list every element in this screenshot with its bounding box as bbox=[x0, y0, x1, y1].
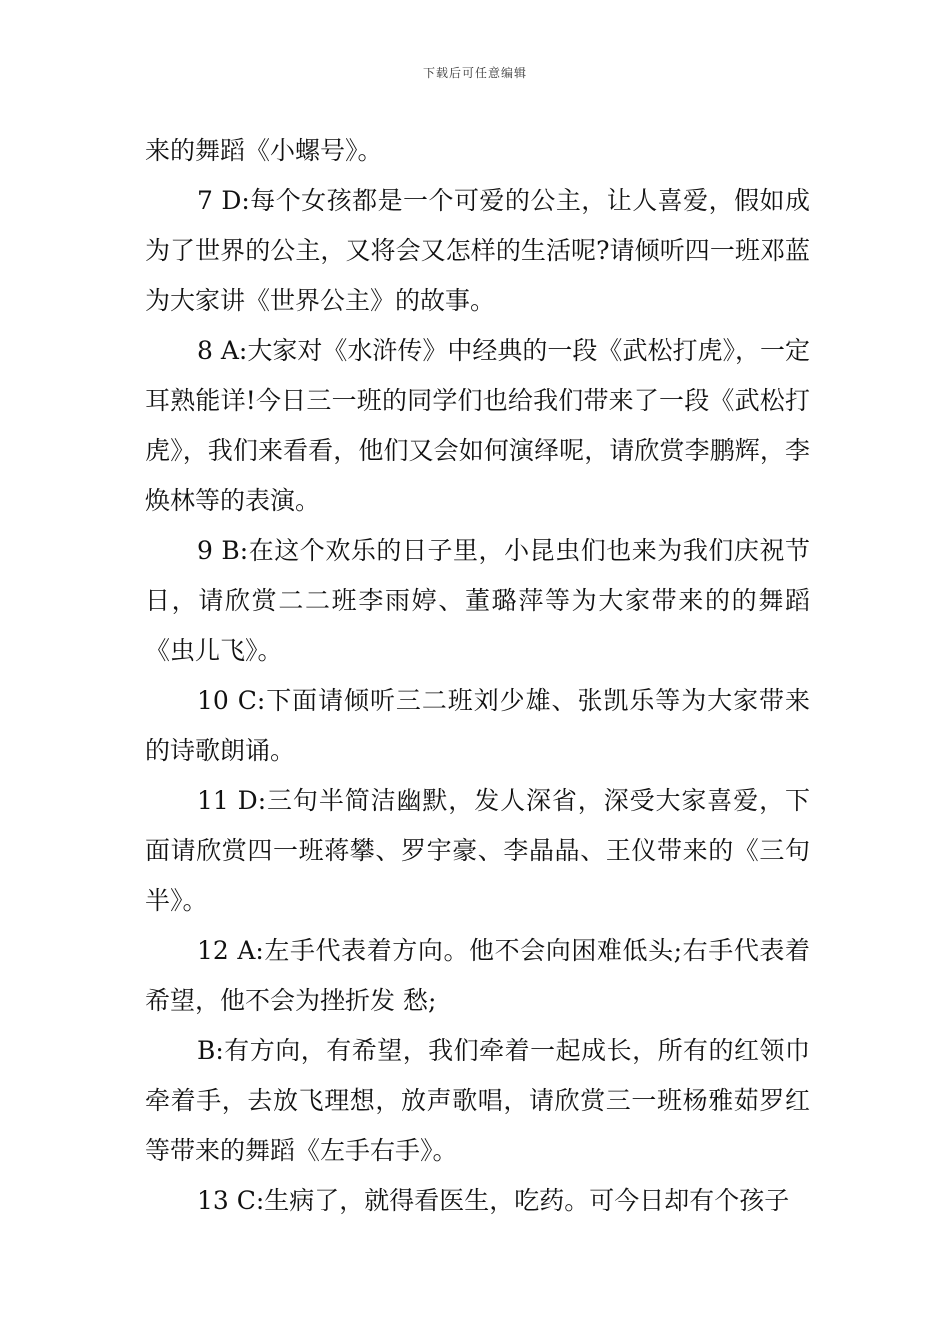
paragraph-9: 13 C:生病了，就得看医生，吃药。可今日却有个孩子 bbox=[197, 1186, 790, 1215]
document-body bbox=[145, 126, 810, 1226]
paragraph-6: 11 D:三句半简洁幽默，发人深省，深受大家喜爱，下面请欣赏四一班蒋攀、罗宇豪、李晶晶、王仪带来的《三句半》。 bbox=[145, 786, 810, 915]
paragraph-3: 8 A:大家对《水浒传》中经典的一段《武松打虎》，一定耳熟能详!今日三一班的同学们也给我们带来了一段《武松打虎》，我们来看看，他们又会如何演绎呢，请欣赏李鹏辉，李焕林等的表演。 bbox=[145, 336, 810, 515]
paragraph-7: 12 A:左手代表着方向。他不会向困难低头;右手代表着希望，他不会为挫折发 愁; bbox=[145, 936, 810, 1015]
paragraph-5: 10 C:下面请倾听三二班刘少雄、张凯乐等为大家带来的诗歌朗诵。 bbox=[145, 686, 810, 765]
paragraph-1: 来的舞蹈《小螺号》。 bbox=[145, 136, 383, 165]
page-header-note: 下载后可任意编辑 bbox=[422, 66, 527, 80]
paragraph-4: 9 B:在这个欢乐的日子里，小昆虫们也来为我们庆祝节日，请欣赏二二班李雨婷、董璐萍等为大家带来的的舞蹈《虫儿飞》。 bbox=[145, 536, 810, 665]
paragraph-2: 7 D:每个女孩都是一个可爱的公主，让人喜爱，假如成为了世界的公主，又将会又怎样的生活呢?请倾听四一班邓蓝为大家讲《世界公主》的故事。 bbox=[145, 186, 810, 315]
paragraph-8: B:有方向，有希望，我们牵着一起成长，所有的红领巾牵着手，去放飞理想，放声歌唱，请欣赏三一班杨雅茹罗红等带来的舞蹈《左手右手》。 bbox=[145, 1036, 810, 1165]
